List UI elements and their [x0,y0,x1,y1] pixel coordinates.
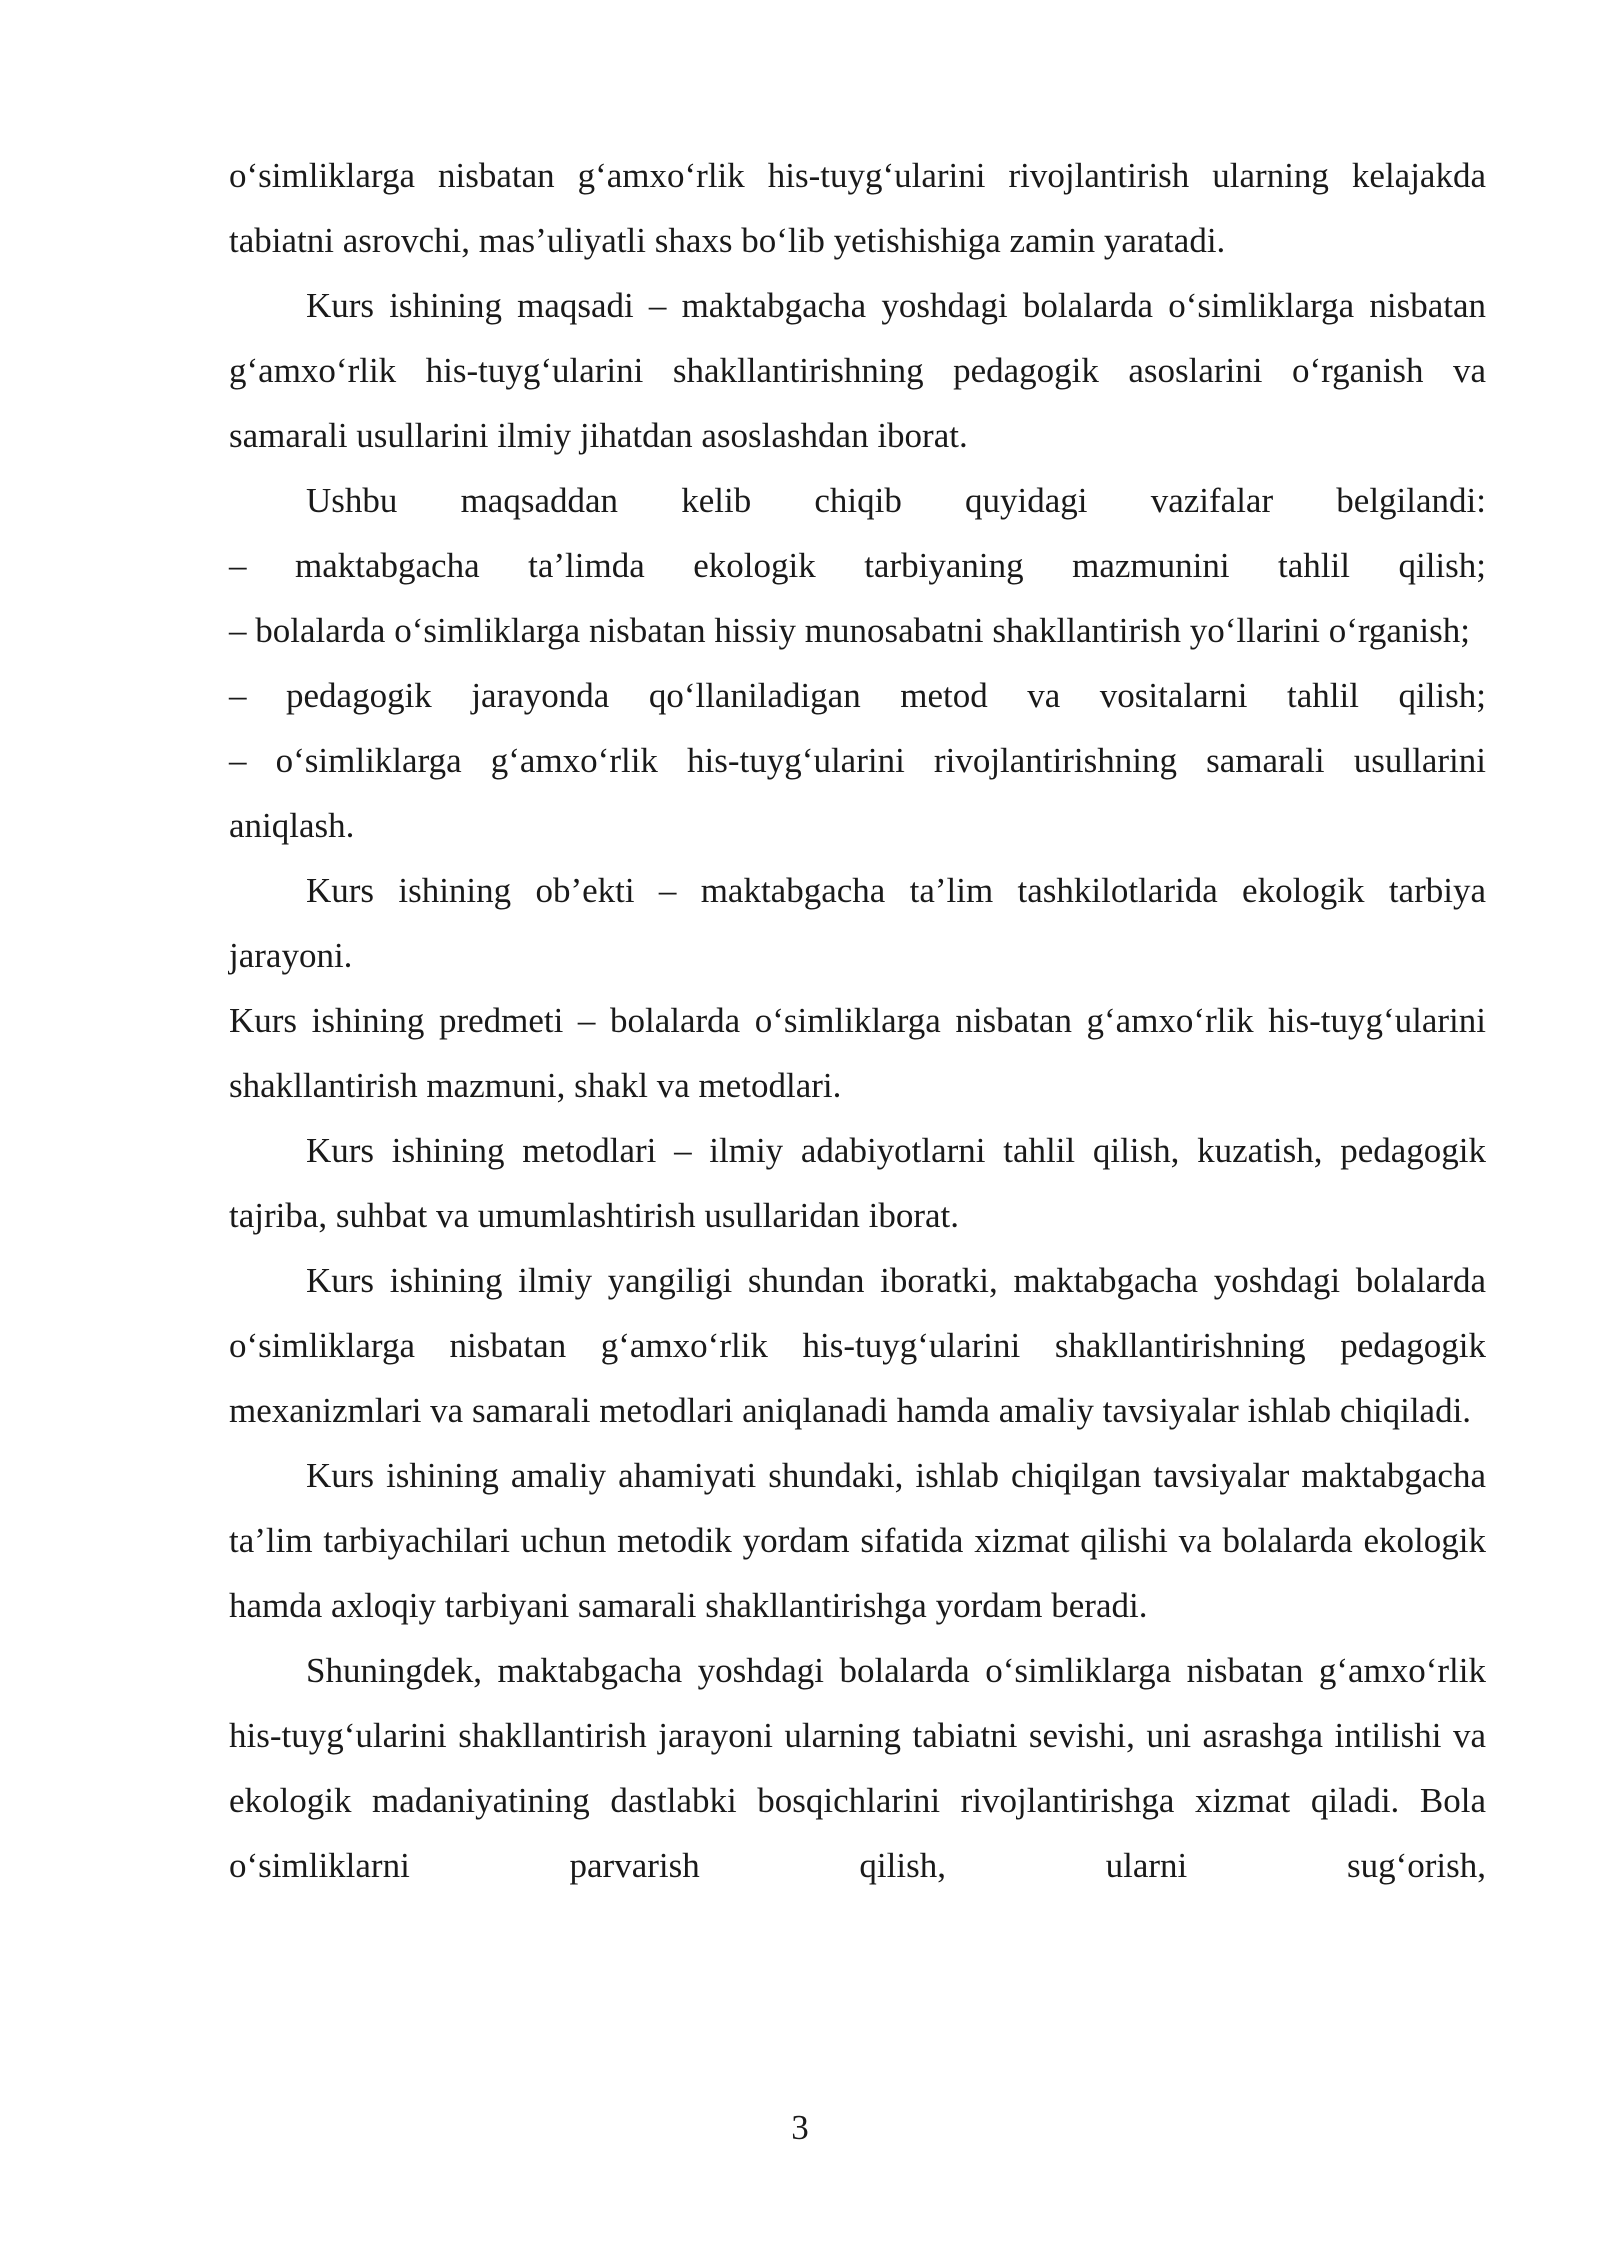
task-item-3: – pedagogik jarayonda qo‘llaniladigan metod va vositalarni tahlil qilish; [229,676,1486,715]
paragraph-practical-value: Kurs ishining amaliy ahamiyati shundaki, ishlab chiqilgan tavsiyalar maktabgacha ta’lim tarbiyachilari uchun metodik yordam sifatida xizmat qilishi va bolalarda ekologik hamda axloqiy tarbiyani samarali shakllantirishga yordam beradi. [229,1456,1486,1625]
paragraph-methods: Kurs ishining metodlari – ilmiy adabiyotlarni tahlil qilish, kuzatish, pedagogik tajriba, suhbat va umumlashtirish usullaridan iborat. [229,1131,1486,1235]
paragraph-tasks-intro: Ushbu maqsaddan kelib chiqib quyidagi vazifalar belgilandi: [306,481,1486,520]
paragraph-subject: Kurs ishining predmeti – bolalarda o‘simliklarga nisbatan g‘amxo‘rlik his-tuyg‘ularini shakllantirish mazmuni, shakl va metodlari. [229,1001,1486,1105]
paragraph-novelty: Kurs ishining ilmiy yangiligi shundan iboratki, maktabgacha yoshdagi bolalarda o‘simliklarga nisbatan g‘amxo‘rlik his-tuyg‘ularini shakllantirishning pedagogik mexanizmlari va samarali metodlari aniqlanadi hamda amaliy tavsiyalar ishlab chiqiladi. [229,1261,1486,1430]
task-item-2: – bolalarda o‘simliklarga nisbatan hissiy munosabatni shakllantirish yo‘llarini o‘rganish; [229,611,1470,650]
paragraph-object: Kurs ishining ob’ekti – maktabgacha ta’lim tashkilotlarida ekologik tarbiya jarayoni. [229,871,1486,975]
paragraph-additionally: Shuningdek, maktabgacha yoshdagi bolalarda o‘simliklarga nisbatan g‘amxo‘rlik his-tuyg‘ularini shakllantirish jarayoni ularning tabiatni sevishi, uni asrashga intilishi va ekologik madaniyatining dastlabki bosqichlarini rivojlantirishga xizmat qiladi. Bola o‘simliklarni parvarish qilish, ularni sug‘orish, [229,1651,1486,1885]
task-item-1: – maktabgacha ta’limda ekologik tarbiyaning mazmunini tahlil qilish; [229,546,1486,585]
task-item-4: – o‘simliklarga g‘amxo‘rlik his-tuyg‘ularini rivojlantirishning samarali usullarini aniqlash. [229,741,1486,845]
body-text [229,143,1486,1898]
page-number: 3 [791,2108,809,2147]
paragraph-aim: Kurs ishining maqsadi – maktabgacha yoshdagi bolalarda o‘simliklarga nisbatan g‘amxo‘rlik his-tuyg‘ularini shakllantirishning pedagogik asoslarini o‘rganish va samarali usullarini ilmiy jihatdan asoslashdan iborat. [229,286,1486,455]
paragraph-intro-continuation: o‘simliklarga nisbatan g‘amxo‘rlik his-tuyg‘ularini rivojlantirish ularning kelajakda tabiatni asrovchi, mas’uliyatli shaxs bo‘lib yetishishiga zamin yaratadi. [229,156,1486,260]
